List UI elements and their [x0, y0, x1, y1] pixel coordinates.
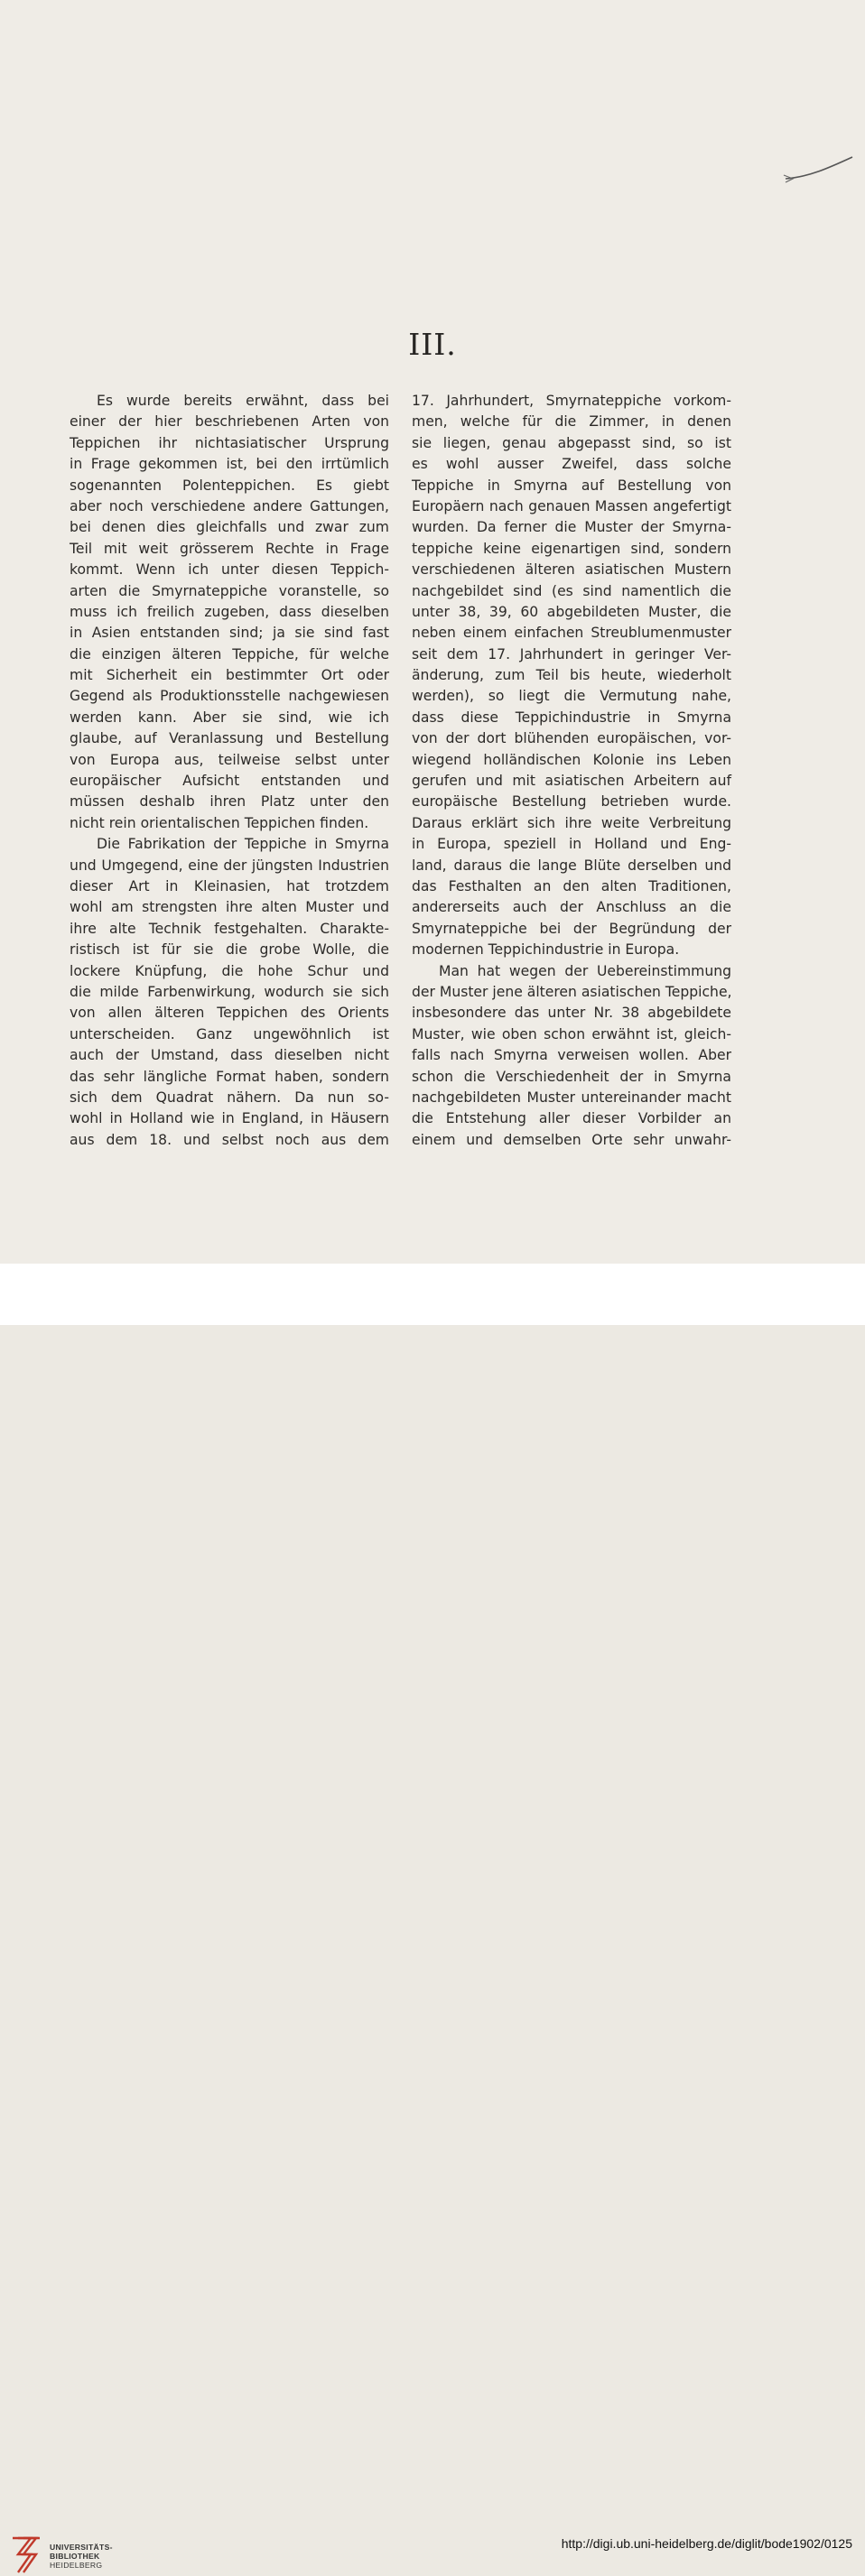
text-line: unter 38, 39, 60 abgebildeten Muster, die — [412, 603, 731, 620]
text-line: werden), so liegt die Vermutung nahe, — [412, 688, 731, 705]
text-line: Muster, wie oben schon erwähnt ist, gleich- — [412, 1025, 731, 1042]
text-line: nachgebildet sind (es sind namentlich die — [412, 582, 731, 599]
text-line: sogenannten Polenteppichen. Es giebt — [70, 477, 389, 494]
text-line: sich dem Quadrat nähern. Da nun so- — [70, 1089, 389, 1106]
text-line: unterscheiden. Ganz ungewöhnlich ist — [70, 1025, 389, 1042]
text-line: das sehr längliche Format haben, sondern — [70, 1068, 389, 1085]
text-line: müssen deshalb ihren Platz unter den — [70, 793, 389, 811]
digitization-footer — [0, 1264, 865, 2570]
text-line: teppiche keine eigenartigen sind, sondern — [412, 540, 731, 557]
text-line: wohl in Holland wie in England, in Häusern — [70, 1110, 389, 1127]
text-line: die Entstehung aller dieser Vorbilder an — [412, 1110, 731, 1127]
text-line: dass diese Teppichindustrie in Smyrna — [412, 709, 731, 726]
text-line: von der dort blühenden europäischen, vor- — [412, 730, 731, 747]
text-line: die milde Farbenwirkung, wodurch sie sich — [70, 983, 389, 1000]
text-line: wohl am strengsten ihre alten Muster und — [70, 899, 389, 916]
text-line: glaube, auf Veranlassung und Bestellung — [70, 730, 389, 747]
text-line: in Frage gekommen ist, bei den irrtümlich — [70, 456, 389, 473]
text-line: die einzigen älteren Teppiche, für welche — [70, 645, 389, 663]
library-name-line: BIBLIOTHEK — [50, 2552, 100, 2561]
text-line: seit dem 17. Jahrhundert in geringer Ver- — [412, 645, 731, 663]
text-line: insbesondere das unter Nr. 38 abgebildete — [412, 1005, 731, 1022]
text-line: Teppichen ihr nichtasiatischer Ursprung — [70, 434, 389, 451]
text-line: sie liegen, genau abgepasst sind, so ist — [412, 434, 731, 451]
text-line: von allen älteren Teppichen des Orients — [70, 1005, 389, 1022]
text-line: ihre alte Technik festgehalten. Charakte- — [70, 920, 389, 937]
text-line: dieser Art in Kleinasien, hat trotzdem — [70, 877, 389, 894]
text-line: und Umgegend, eine der jüngsten Industrien — [70, 857, 389, 874]
text-column-left — [70, 391, 389, 1151]
text-line: europäische Bestellung betrieben wurde. — [412, 793, 731, 811]
text-line: nachgebildeten Muster untereinander macht — [412, 1089, 731, 1106]
text-line: muss ich freilich zugeben, dass dieselben — [70, 603, 389, 620]
text-line: schon die Verschiedenheit der in Smyrna — [412, 1068, 731, 1085]
text-line: einer der hier beschriebenen Arten von — [70, 413, 389, 431]
text-line: andererseits auch der Anschluss an die — [412, 899, 731, 916]
text-line: Die Fabrikation der Teppiche in Smyrna — [97, 836, 389, 853]
library-logo-icon[interactable] — [9, 2534, 42, 2576]
text-line: ristisch ist für sie die grobe Wolle, die — [70, 941, 389, 959]
text-line: aus dem 18. und selbst noch aus dem — [70, 1131, 389, 1148]
text-line: der Muster jene älteren asiatischen Teppiche, — [412, 983, 732, 1000]
text-line: in Asien entstanden sind; ja sie sind fast — [70, 625, 389, 642]
library-name — [50, 2543, 113, 2570]
library-name-line: HEIDELBERG — [50, 2561, 103, 2570]
text-line: mit Sicherheit ein bestimmter Ort oder — [70, 667, 389, 684]
text-line: gerufen und mit asiatischen Arbeitern auf — [412, 773, 731, 790]
text-line: Teil mit weit grösserem Rechte in Frage — [70, 540, 389, 557]
text-line: bei denen dies gleichfalls und zwar zum — [70, 519, 389, 536]
text-line: es wohl ausser Zweifel, dass solche — [412, 456, 731, 473]
text-line: verschiedenen älteren asiatischen Mustern — [412, 561, 731, 579]
text-line: Europäern nach genauen Massen angefertigt — [412, 497, 731, 514]
text-line: arten die Smyrnateppiche voranstelle, so — [70, 582, 389, 599]
text-line: in Europa, speziell in Holland und Eng- — [412, 836, 731, 853]
text-line: 17. Jahrhundert, Smyrnateppiche vorkom- — [412, 393, 731, 409]
text-line: falls nach Smyrna verweisen wollen. Aber — [412, 1047, 731, 1064]
text-line: Teppiche in Smyrna auf Bestellung von — [412, 477, 731, 494]
text-line: von Europa aus, teilweise selbst unter — [70, 751, 389, 768]
text-line: neben einem einfachen Streublumenmuster — [412, 625, 731, 642]
text-line: werden kann. Aber sie sind, wie ich — [70, 709, 389, 726]
text-line: Gegend als Produktionsstelle nachgewiesen — [70, 688, 389, 705]
text-line: auch der Umstand, dass dieselben nicht — [70, 1047, 389, 1064]
library-name-line: UNIVERSITÄTS- — [50, 2543, 113, 2552]
source-url-link[interactable]: http://digi.ub.uni-heidelberg.de/diglit/bode1902/0125 — [561, 2536, 852, 2551]
chapter-heading: III. — [408, 327, 457, 362]
text-line: europäischer Aufsicht entstanden und — [70, 773, 389, 790]
text-line: wiegend holländischen Kolonie ins Leben — [412, 751, 731, 768]
pencil-mark-icon — [782, 152, 854, 188]
text-line: modernen Teppichindustrie in Europa. — [412, 941, 680, 959]
text-line: lockere Knüpfung, die hohe Schur und — [70, 962, 389, 979]
text-line: Es wurde bereits erwähnt, dass bei — [97, 393, 389, 409]
text-line: Daraus erklärt sich ihre weite Verbreitung — [412, 814, 731, 831]
text-line: wurden. Da ferner die Muster der Smyrna- — [412, 519, 731, 536]
text-line: nicht rein orientalischen Teppichen finden. — [70, 814, 369, 831]
text-line: men, welche für die Zimmer, in denen — [412, 413, 731, 431]
text-line: einem und demselben Orte sehr unwahr- — [412, 1131, 731, 1148]
text-line: kommt. Wenn ich unter diesen Teppich- — [70, 561, 389, 579]
scanned-page — [0, 0, 865, 1264]
text-line: aber noch verschiedene andere Gattungen, — [70, 497, 389, 514]
text-line: land, daraus die lange Blüte derselben und — [412, 857, 731, 874]
text-line: Man hat wegen der Uebereinstimmung — [439, 962, 731, 979]
text-line: Smyrnateppiche bei der Begründung der — [412, 920, 731, 937]
text-line: das Festhalten an den alten Traditionen, — [412, 877, 731, 894]
text-line: änderung, zum Teil bis heute, wiederholt — [412, 667, 731, 684]
text-column-right — [412, 391, 731, 1151]
